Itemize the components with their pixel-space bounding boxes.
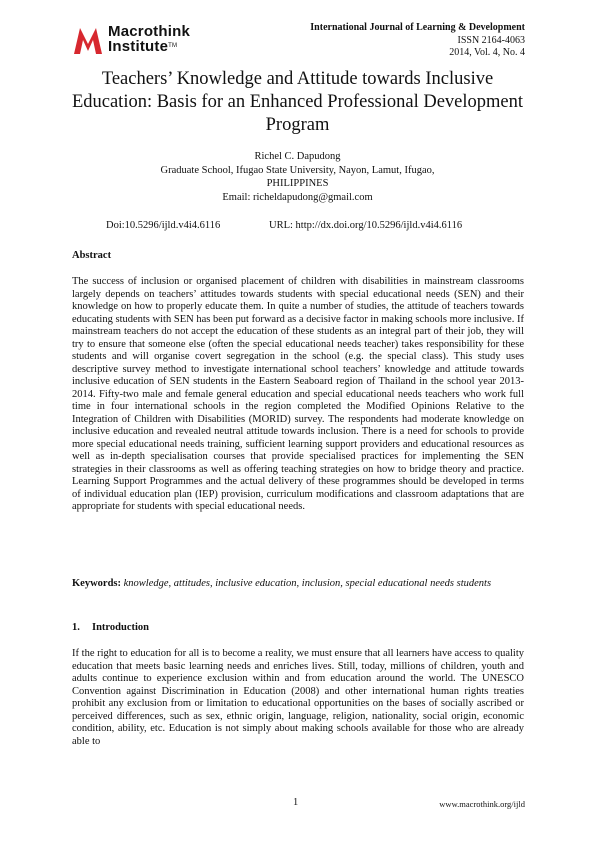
author-name: Richel C. Dapudong [254,151,341,162]
logo-line1: Macrothink [108,23,191,40]
abstract-text: The success of inclusion or organised placement of children with disabilities in mainstream classrooms largely depends on teachers’ attitudes towards students with special educational needs (SEN) and their knowledge on how to properly educate them. In quite a number of studies, the attitude of teachers towards educating students with SEN has been put forward as a decisive factor in making schools more inclusive. If mainstream teachers do not accept the education of these students as an integral part of their job, they will try to ensure that someone else (often the special educational needs teacher) takes responsibility for these students and will organise covert segregation in the school (e.g. the special class). This study uses descriptive survey method to investigate international school teachers’ knowledge and attitude towards inclusive education of SEN students in the Eastern Seaboard region of Thailand in the school year 2013-2014. Fifty-two male and female general education and special educational needs teachers who work full time in four international schools in the region completed the Modified Opinions Relative to the Integration of Children with Disabilities (MORID) survey. The respondents had moderate knowledge on inclusive education and revealed neutral attitude towards inclusion. There is a need for schools to provide more special educational needs training, sufficient learning support providers and educational resources as well as in-depth specialisation courses that provide specialised practices for implementing the SEN strategies in their classrooms as well as offering teaching strategies on how to bridge theory and practice. Learning Support Programmes and the actual delivery of these programmes should be developed in terms of individual education plan (IEP) provision, curriculum modifications and classroom adaptations that are appropriate for students with special educational needs. [72,276,524,512]
affiliation-line2: PHILIPPINES [266,178,329,189]
logo-trademark: TM [168,43,178,49]
journal-volume: 2014, Vol. 4, No. 4 [449,47,525,58]
author-block [60,150,535,204]
keywords [72,578,524,591]
abstract-heading: Abstract [72,250,112,261]
article-title: Teachers’ Knowledge and Attitude towards Inclusive Education: Basis for an Enhanced Professional Development Program [71,69,524,135]
keywords-label: Keywords: [72,578,121,589]
affiliation-line1: Graduate School, Ifugao State University, Nayon, Lamut, Ifugao, [160,164,435,176]
logo-line2: Institute [108,38,169,55]
footer-site-link[interactable]: www.macrothink.org/ijld [439,799,525,809]
section-heading-introduction [72,621,149,634]
publisher-logo [72,24,222,58]
keywords-text: knowledge, attitudes, inclusive education, inclusion, special educational needs students [123,578,492,589]
section-number: 1. [72,622,80,633]
macrothink-m-logo-icon [72,24,104,56]
url-link[interactable]: URL: http://dx.doi.org/10.5296/ijld.v4i4.6116 [269,220,463,231]
section-title: Introduction [92,622,149,633]
doi-text: Doi:10.5296/ijld.v4i4.6116 [106,220,221,231]
journal-name: International Journal of Learning & Development [310,22,525,33]
journal-info [310,22,525,60]
journal-issn: ISSN 2164-4063 [457,34,525,46]
page-number: 1 [293,797,299,808]
author-email: Email: richeldapudong@gmail.com [222,191,373,203]
logo-wordmark [108,24,190,54]
introduction-text: If the right to education for all is to become a reality, we must ensure that all learners have access to quality education that meets basic learning needs and enriches lives. Still, today, millions of children, youth and adults continue to experience exclusion within and from education around the world. The UNESCO Convention against Discrimination in Education (2008) and other international human rights treaties prohibit any exclusion from or limitation to educational opportunities on the bases of socially ascribed or perceived differences, such as sex, ethnic origin, language, religion, nationality, social origin, economic condition, ability, etc. Education is not simply about making schools available for those who are already able to [72,648,524,747]
